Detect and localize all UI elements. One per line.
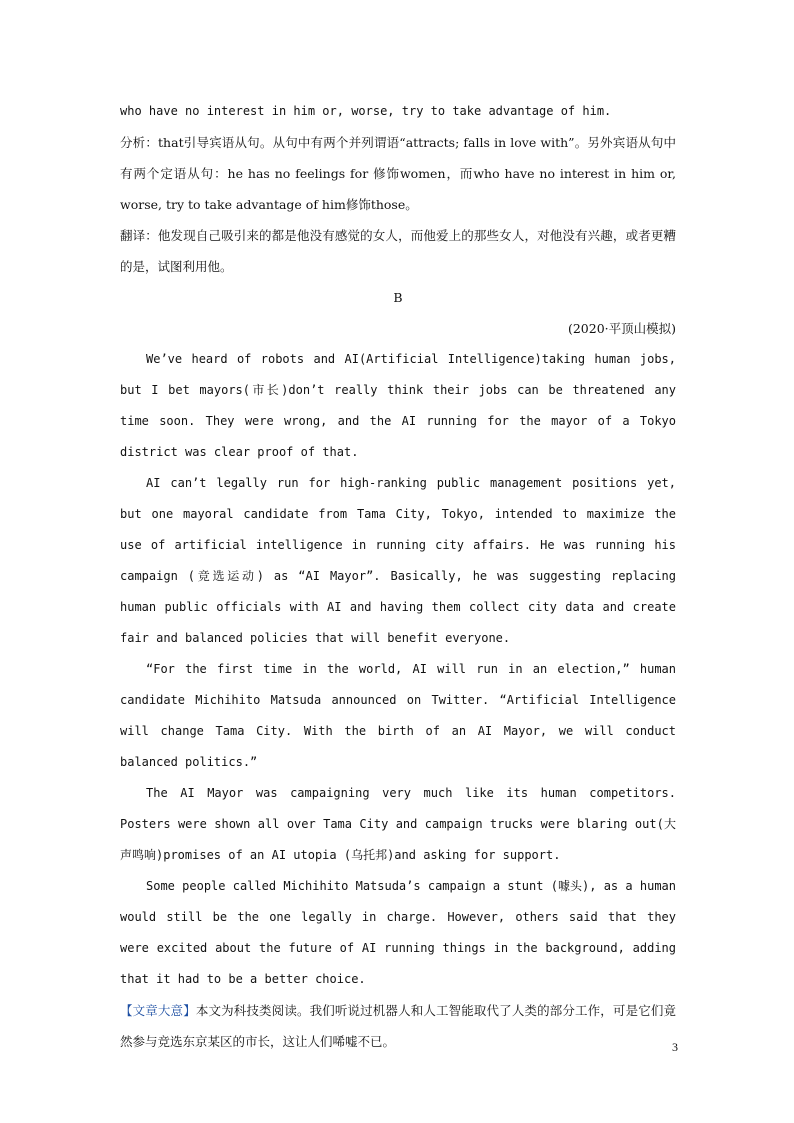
passage-paragraph-3: “For the first time in the world, AI will run in an election,” human candidate Michihito Matsuda announced on Twitter. “Artificial Intelligence will change Tama City. With the birth of an AI Mayor, we will conduct balanced politics.”: [120, 662, 676, 769]
summary-tag: 【文章大意】: [120, 1003, 196, 1018]
translation-paragraph: 翻译：他发现自己吸引来的都是他没有感觉的女人，而他爱上的那些女人，对他没有兴趣，或者更糟的是，试图利用他。: [120, 228, 676, 274]
passage-paragraph-5: Some people called Michihito Matsuda’s campaign a stunt (噱头), as a human would still be the one legally in charge. However, others said that they were excited about the future of AI running things in the background, adding that it had to be a better choice.: [120, 879, 676, 986]
passage-paragraph-2: AI can’t legally run for high-ranking public management positions yet, but one mayoral candidate from Tama City, Tokyo, intended to maximize the use of artificial intelligence in running city affairs. He was running his campaign (竞选运动) as “AI Mayor”. Basically, he was suggesting replacing human public officials with AI and having them collect city data and create fair and balanced policies that will benefit everyone.: [120, 476, 676, 645]
analysis-paragraph: 分析：that引导宾语从句。从句中有两个并列谓语“attracts; falls in love with”。另外宾语从句中有两个定语从句：he has no feelings for 修饰women，而who have no interest in him or, worse, try to take advantage of him修饰those。: [120, 135, 676, 212]
page-number: 3: [672, 1040, 678, 1054]
summary-text: 本文为科技类阅读。我们听说过机器人和人工智能取代了人类的部分工作，可是它们竟然参与竞选东京某区的市长，这让人们唏嘘不已。: [120, 1003, 676, 1049]
document-body: [120, 96, 676, 1057]
section-label: B: [393, 290, 403, 305]
passage-paragraph-1: We’ve heard of robots and AI(Artificial Intelligence)taking human jobs, but I bet mayors(市长)don’t really think their jobs can be threatened any time soon. They were wrong, and the AI running for the mayor of a Tokyo district was clear proof of that.: [120, 352, 676, 459]
passage-paragraph-4: The AI Mayor was campaigning very much like its human competitors. Posters were shown all over Tama City and campaign trucks were blaring out(大声鸣响)promises of an AI utopia (乌托邦)and asking for support.: [120, 786, 676, 862]
source-note: (2020·平顶山模拟): [567, 321, 676, 336]
summary-paragraph: [120, 995, 676, 1057]
text-line-1: who have no interest in him or, worse, try to take advantage of him.: [120, 104, 612, 118]
